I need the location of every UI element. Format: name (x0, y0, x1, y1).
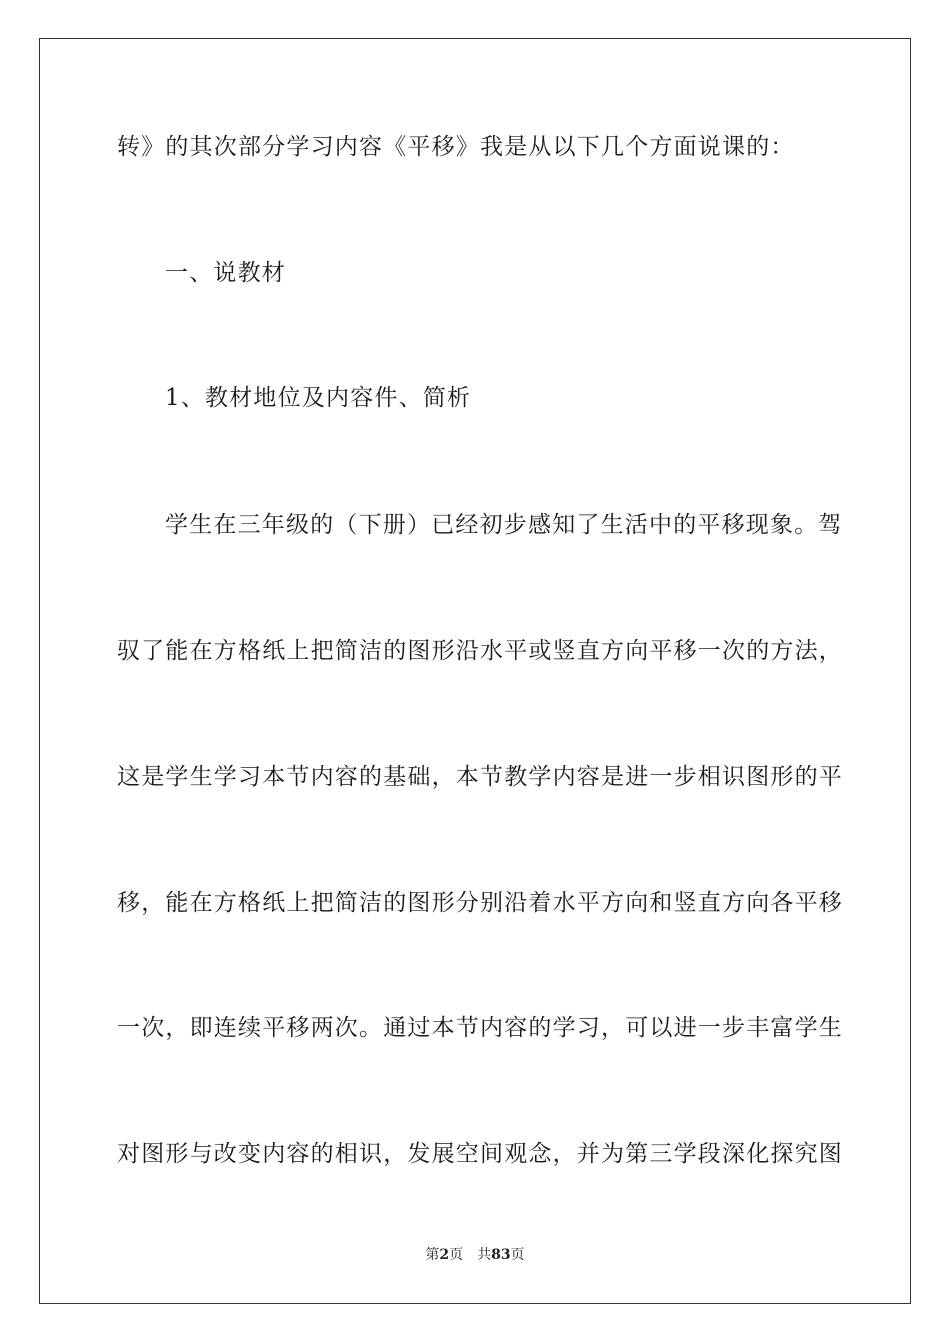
section-heading: 一、说教材 (165, 260, 286, 286)
subsection-heading: 1、教材地位及内容件、简析 (165, 385, 472, 411)
footer-page-number: 2 (439, 1247, 450, 1263)
paragraph-line-6: 一次，即连续平移两次。通过本节内容的学习，可以进一步丰富学生 (117, 1015, 843, 1041)
paragraph-line-3: 驭了能在方格纸上把简洁的图形沿水平或竖直方向平移一次的方法， (117, 638, 843, 664)
paragraph-line-2: 学生在三年级的（下册）已经初步感知了生活中的平移现象。驾 (165, 512, 843, 538)
page-border (39, 38, 911, 1304)
paragraph-line-5: 移，能在方格纸上把简洁的图形分别沿着水平方向和竖直方向各平移 (117, 890, 843, 916)
paragraph-line-1: 转》的其次部分学习内容《平移》我是从以下几个方面说课的： (117, 134, 795, 160)
footer-page-prefix: 第 (425, 1247, 440, 1263)
paragraph-line-4: 这是学生学习本节内容的基础，本节教学内容是进一步相识图形的平 (117, 764, 843, 790)
footer-total-prefix: 共 (477, 1247, 492, 1263)
paragraph-line-7: 对图形与改变内容的相识，发展空间观念，并为第三学段深化探究图 (117, 1141, 843, 1167)
footer-total-suffix: 页 (510, 1247, 525, 1263)
footer-page-suffix: 页 (449, 1247, 464, 1263)
page-footer (0, 1246, 950, 1264)
footer-total-pages: 83 (491, 1247, 511, 1263)
